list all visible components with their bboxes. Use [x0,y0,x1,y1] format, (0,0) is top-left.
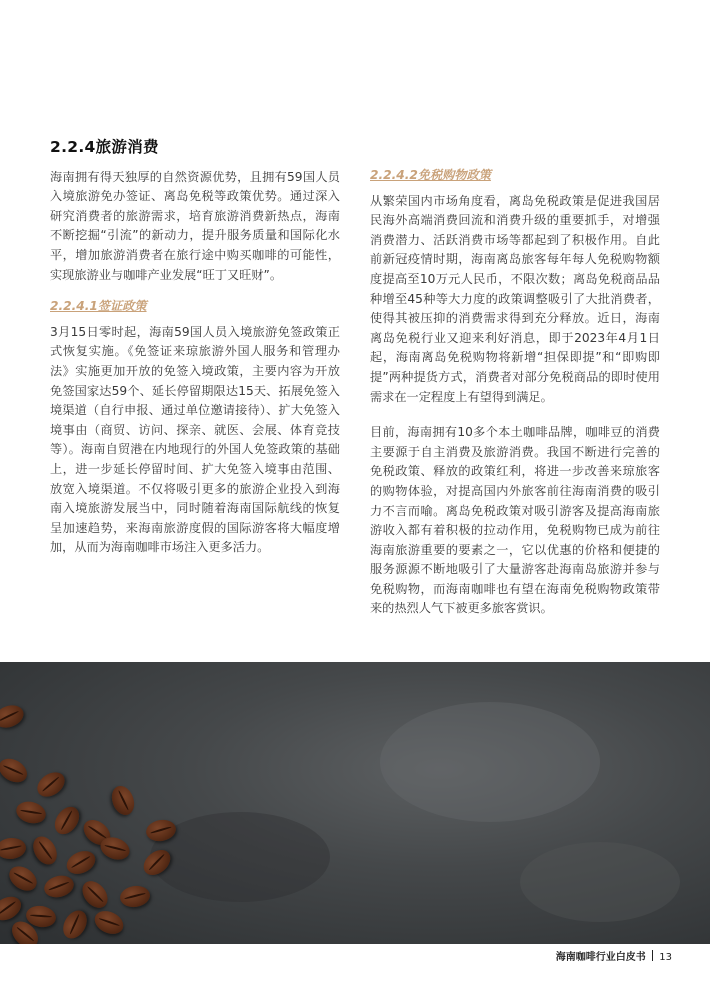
left-column [50,138,340,558]
coffee-bean [0,702,27,732]
coffee-bean [108,783,138,818]
coffee-bean [119,884,152,909]
visa-policy-subheading: 2.2.4.1签证政策 [50,299,147,314]
coffee-bean [63,847,99,879]
visa-policy-paragraph: 3月15日零时起，海南59国人员入境旅游免签政策正式恢复实施。《免签证来琼旅游外国人服务和管理办法》实施更加开放的免签入境政策，主要内容为开放免签国家达59个、延长停留期限达15天、拓展免签入境渠道（自行申报、通过单位邀请接待）、扩大免签入境事由（商贸、访问、探亲、就医、会展、体育竞技等）。海南自贸港在内地现行的外国人免签政策的基础上，进一步延长停留时间、扩大免签入境事由范围、放宽入境渠道。不仅将吸引更多的旅游企业投入到海南入境旅游发展当中，同时随着海南国际航线的恢复呈加速趋势，来海南旅游度假的国际游客将大幅度增加，从而为海南咖啡市场注入更多活力。 [50,324,340,555]
section-title: 2.2.4旅游消费 [50,138,159,156]
intro-paragraph: 海南拥有得天独厚的自然资源优势，且拥有59国人员入境旅游免办签证、离岛免税等政策优势。通过深入研究消费者的旅游需求，培育旅游消费新热点，海南不断挖掘“引流”的新动力，提升服务质量和国际化水平，增加旅游消费者在旅行途中购买咖啡的可能性，实现旅游业与咖啡产业发展“旺丁又旺财”。 [50,169,340,282]
coffee-bean [0,754,31,787]
coffee-bean [0,892,25,925]
publication-title: 海南咖啡行业白皮书 [555,952,646,963]
coffee-bean [33,767,70,801]
coffee-bean [5,861,42,895]
coffee-bean [50,802,84,839]
duty-free-paragraph: 从繁荣国内市场角度看，离岛免税政策是促进我国居民海外高端消费回流和消费升级的重要抓手，对增强消费潜力、活跃消费市场等都起到了积极作用。自此前新冠疫情时期，海南离岛旅客每年每人免税购物额度提高至10万元人民币，不限次数；离岛免税商品品种增至45种等大力度的政策调整吸引了大批消费者，使得其被压抑的消费需求得到充分释放。近日，海南离岛免税行业又迎来利好消息，即于2023年4月1日起，海南离岛免税购物将新增“担保即提”和“即购即提”两种提货方式，消费者对部分免税商品的即时使用需求在一定程度上有望得到满足。 [370,193,660,404]
coffee-bean [77,876,112,912]
coffee-bean [28,832,61,868]
page-footer [556,948,672,963]
coffee-bean [42,872,76,900]
coffee-beans-photo [0,662,710,944]
coffee-bean [0,837,27,861]
coffee-bean [14,798,48,826]
duty-free-subheading: 2.2.4.2免税购物政策 [370,168,491,182]
footer-divider [652,950,654,961]
page-number: 13 [659,952,672,963]
right-column [370,166,660,619]
coffee-bean [91,907,127,939]
coffee-brands-paragraph: 目前，海南拥有10多个本土咖啡品牌，咖啡豆的消费主要源于自主消费及旅游消费。我国不断进行完善的免税政策、释放的政策红利，将进一步改善来琼旅客的购物体验，对提高国内外旅客前往海南消费的吸引力不言而喻。离岛免税政策对吸引游客及提高海南旅游收入都有着积极的拉动作用，免税购物已成为前往海南旅游重要的要素之一，它以优惠的价格和便捷的服务源源不断地吸引了大量游客赴海南岛旅游并参与免税购物，而海南咖啡也有望在海南免税购物政策带来的热烈人气下被更多旅客赏识。 [370,425,660,616]
coffee-bean [58,906,91,942]
